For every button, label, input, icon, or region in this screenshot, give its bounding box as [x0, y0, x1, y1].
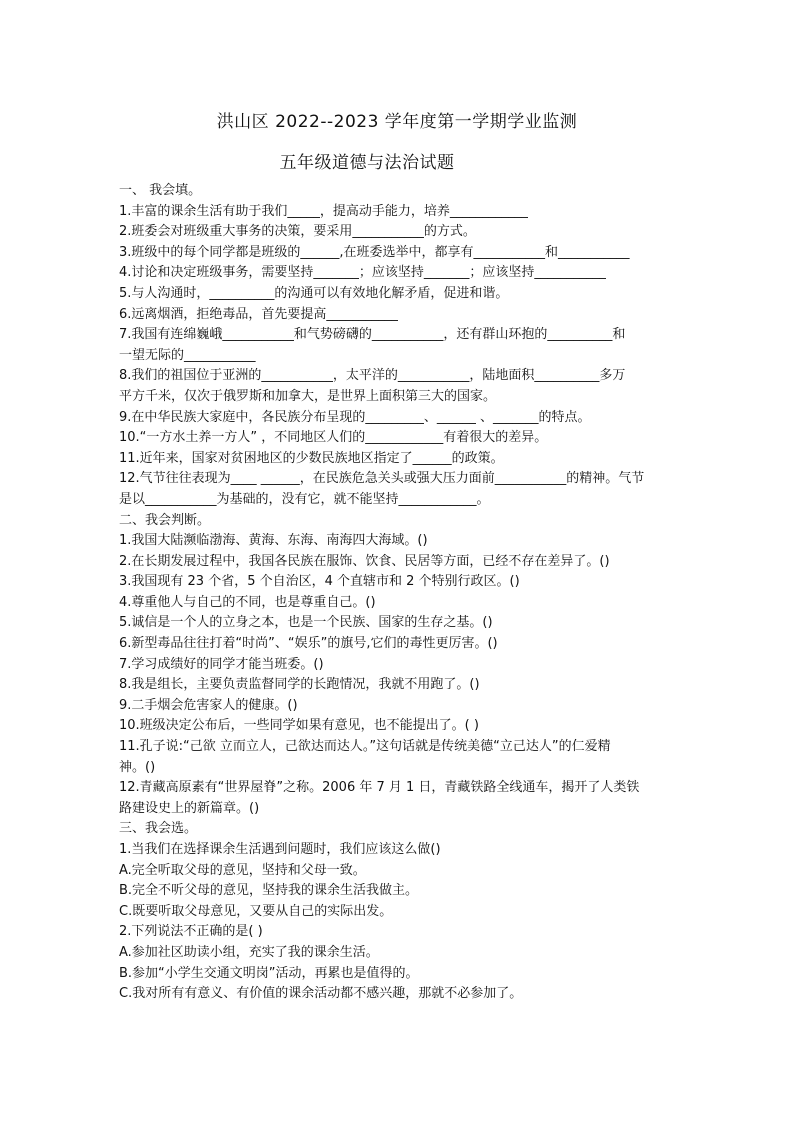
text-line: 2.班委会对班级重大事务的决策，要采用___________的方式。 — [119, 224, 476, 240]
text-line: 6.远离烟酒，拒绝毒品，首先要提高___________ — [119, 306, 398, 322]
text-line: 1.当我们在选择课余生活遇到问题时，我们应该这么做() — [119, 842, 441, 857]
text-line: 5.与人沟通时，__________的沟通可以有效地化解矛盾，促进和谐。 — [119, 285, 509, 301]
text-line: B.完全不听父母的意见，坚持我的课余生活我做主。 — [119, 883, 419, 899]
text-line: 3.班级中的每个同学都是班级的______,在班委选举中，都享有___________和___________ — [119, 244, 630, 260]
exam-content — [119, 181, 679, 1005]
text-line: 1.丰富的课余生活有助于我们_____，提高动手能力，培养____________ — [119, 203, 528, 219]
text-line: 2.在长期发展过程中，我国各民族在服饰、饮食、民居等方面，已经不存在差异了。() — [119, 553, 610, 569]
text-line: 1.我国大陆濒临渤海、黄海、东海、南海四大海域。() — [119, 533, 428, 549]
text-line: 是以___________为基础的，没有它，就不能坚持____________。 — [119, 491, 490, 507]
text-line: 7.学习成绩好的同学才能当班委。() — [119, 656, 324, 672]
text-line: 神。() — [119, 759, 156, 775]
text-line: 二、我会判断。 — [119, 512, 211, 528]
text-line: 4.讨论和决定班级事务，需要坚持_______；应该坚持_______；应该坚持___________ — [119, 265, 606, 281]
text-line: 11.近年来，国家对贫困地区的少数民族地区指定了______的政策。 — [119, 450, 504, 466]
text-line: A.完全听取父母的意见，坚持和父母一致。 — [119, 862, 366, 878]
page-subtitle: 五年级道德与法治试题 — [279, 153, 455, 173]
text-line: 6.新型毒品往往打着“时尚”、“娱乐”的旗号,它们的毒性更厉害。() — [119, 636, 498, 652]
text-line: 10.班级决定公布后，一些同学如果有意见，也不能提出了。( ) — [119, 718, 479, 734]
text-line: 12.青藏高原素有“世界屋脊”之称。2006 年 7 月 1 日，青藏铁路全线通车，揭开了人类铁 — [119, 780, 640, 796]
text-line: C.既要听取父母意见，又要从自己的实际出发。 — [119, 903, 393, 919]
text-line: 10.“一方水土养一方人” ，不同地区人们的____________有着很大的差异。 — [119, 430, 548, 446]
text-line: C.我对所有有意义、有价值的课余活动都不感兴趣，那就不必参加了。 — [119, 986, 523, 1002]
text-line: A.参加社区助读小组，充实了我的课余生活。 — [119, 944, 379, 960]
text-line: 11.孔子说:“己欲 立而立人，己欲达而达人。”这句话就是传统美德“立己达人”的仁爱精 — [119, 739, 611, 755]
text-line: 2.下列说法不正确的是( ) — [119, 924, 263, 940]
text-line: 3.我国现有 23 个省，5 个自治区，4 个直辖市和 2 个特别行政区。() — [119, 574, 520, 590]
text-line: 7.我国有连绵巍峨___________和气势磅礴的___________，还有群山环抱的__________和 — [119, 327, 626, 343]
text-line: B.参加“小学生交通文明岗”活动，再累也是值得的。 — [119, 965, 419, 981]
text-line: 一、 我会填。 — [119, 183, 202, 198]
text-line: 8.我是组长，主要负责监督同学的长跑情况，我就不用跑了。() — [119, 677, 480, 693]
page-title: 洪山区 2022--2023 学年度第一学期学业监测 — [216, 112, 578, 132]
text-line: 4.尊重他人与自己的不同，也是尊重自己。() — [119, 594, 376, 610]
text-line: 8.我们的祖国位于亚洲的___________，太平洋的___________，陆地面积__________多万 — [119, 368, 626, 384]
text-line: 路建设史上的新篇章。() — [119, 800, 260, 816]
text-line: 12.气节往往表现为____ ______，在民族危急关头或强大压力面前___________的精神。气节 — [119, 471, 645, 487]
text-line: 9.二手烟会危害家人的健康。() — [119, 697, 298, 713]
text-line: 一望无际的___________ — [119, 347, 256, 363]
text-line: 9.在中华民族大家庭中，各民族分布呈现的_________、______ 、_______的特点。 — [119, 409, 591, 425]
text-line: 5.诚信是一个人的立身之本，也是一个民族、国家的生存之基。() — [119, 615, 493, 631]
text-line: 三、我会选。 — [119, 821, 198, 837]
text-line: 平方千米，仅次于俄罗斯和加拿大，是世界上面积第三大的国家。 — [119, 388, 497, 404]
